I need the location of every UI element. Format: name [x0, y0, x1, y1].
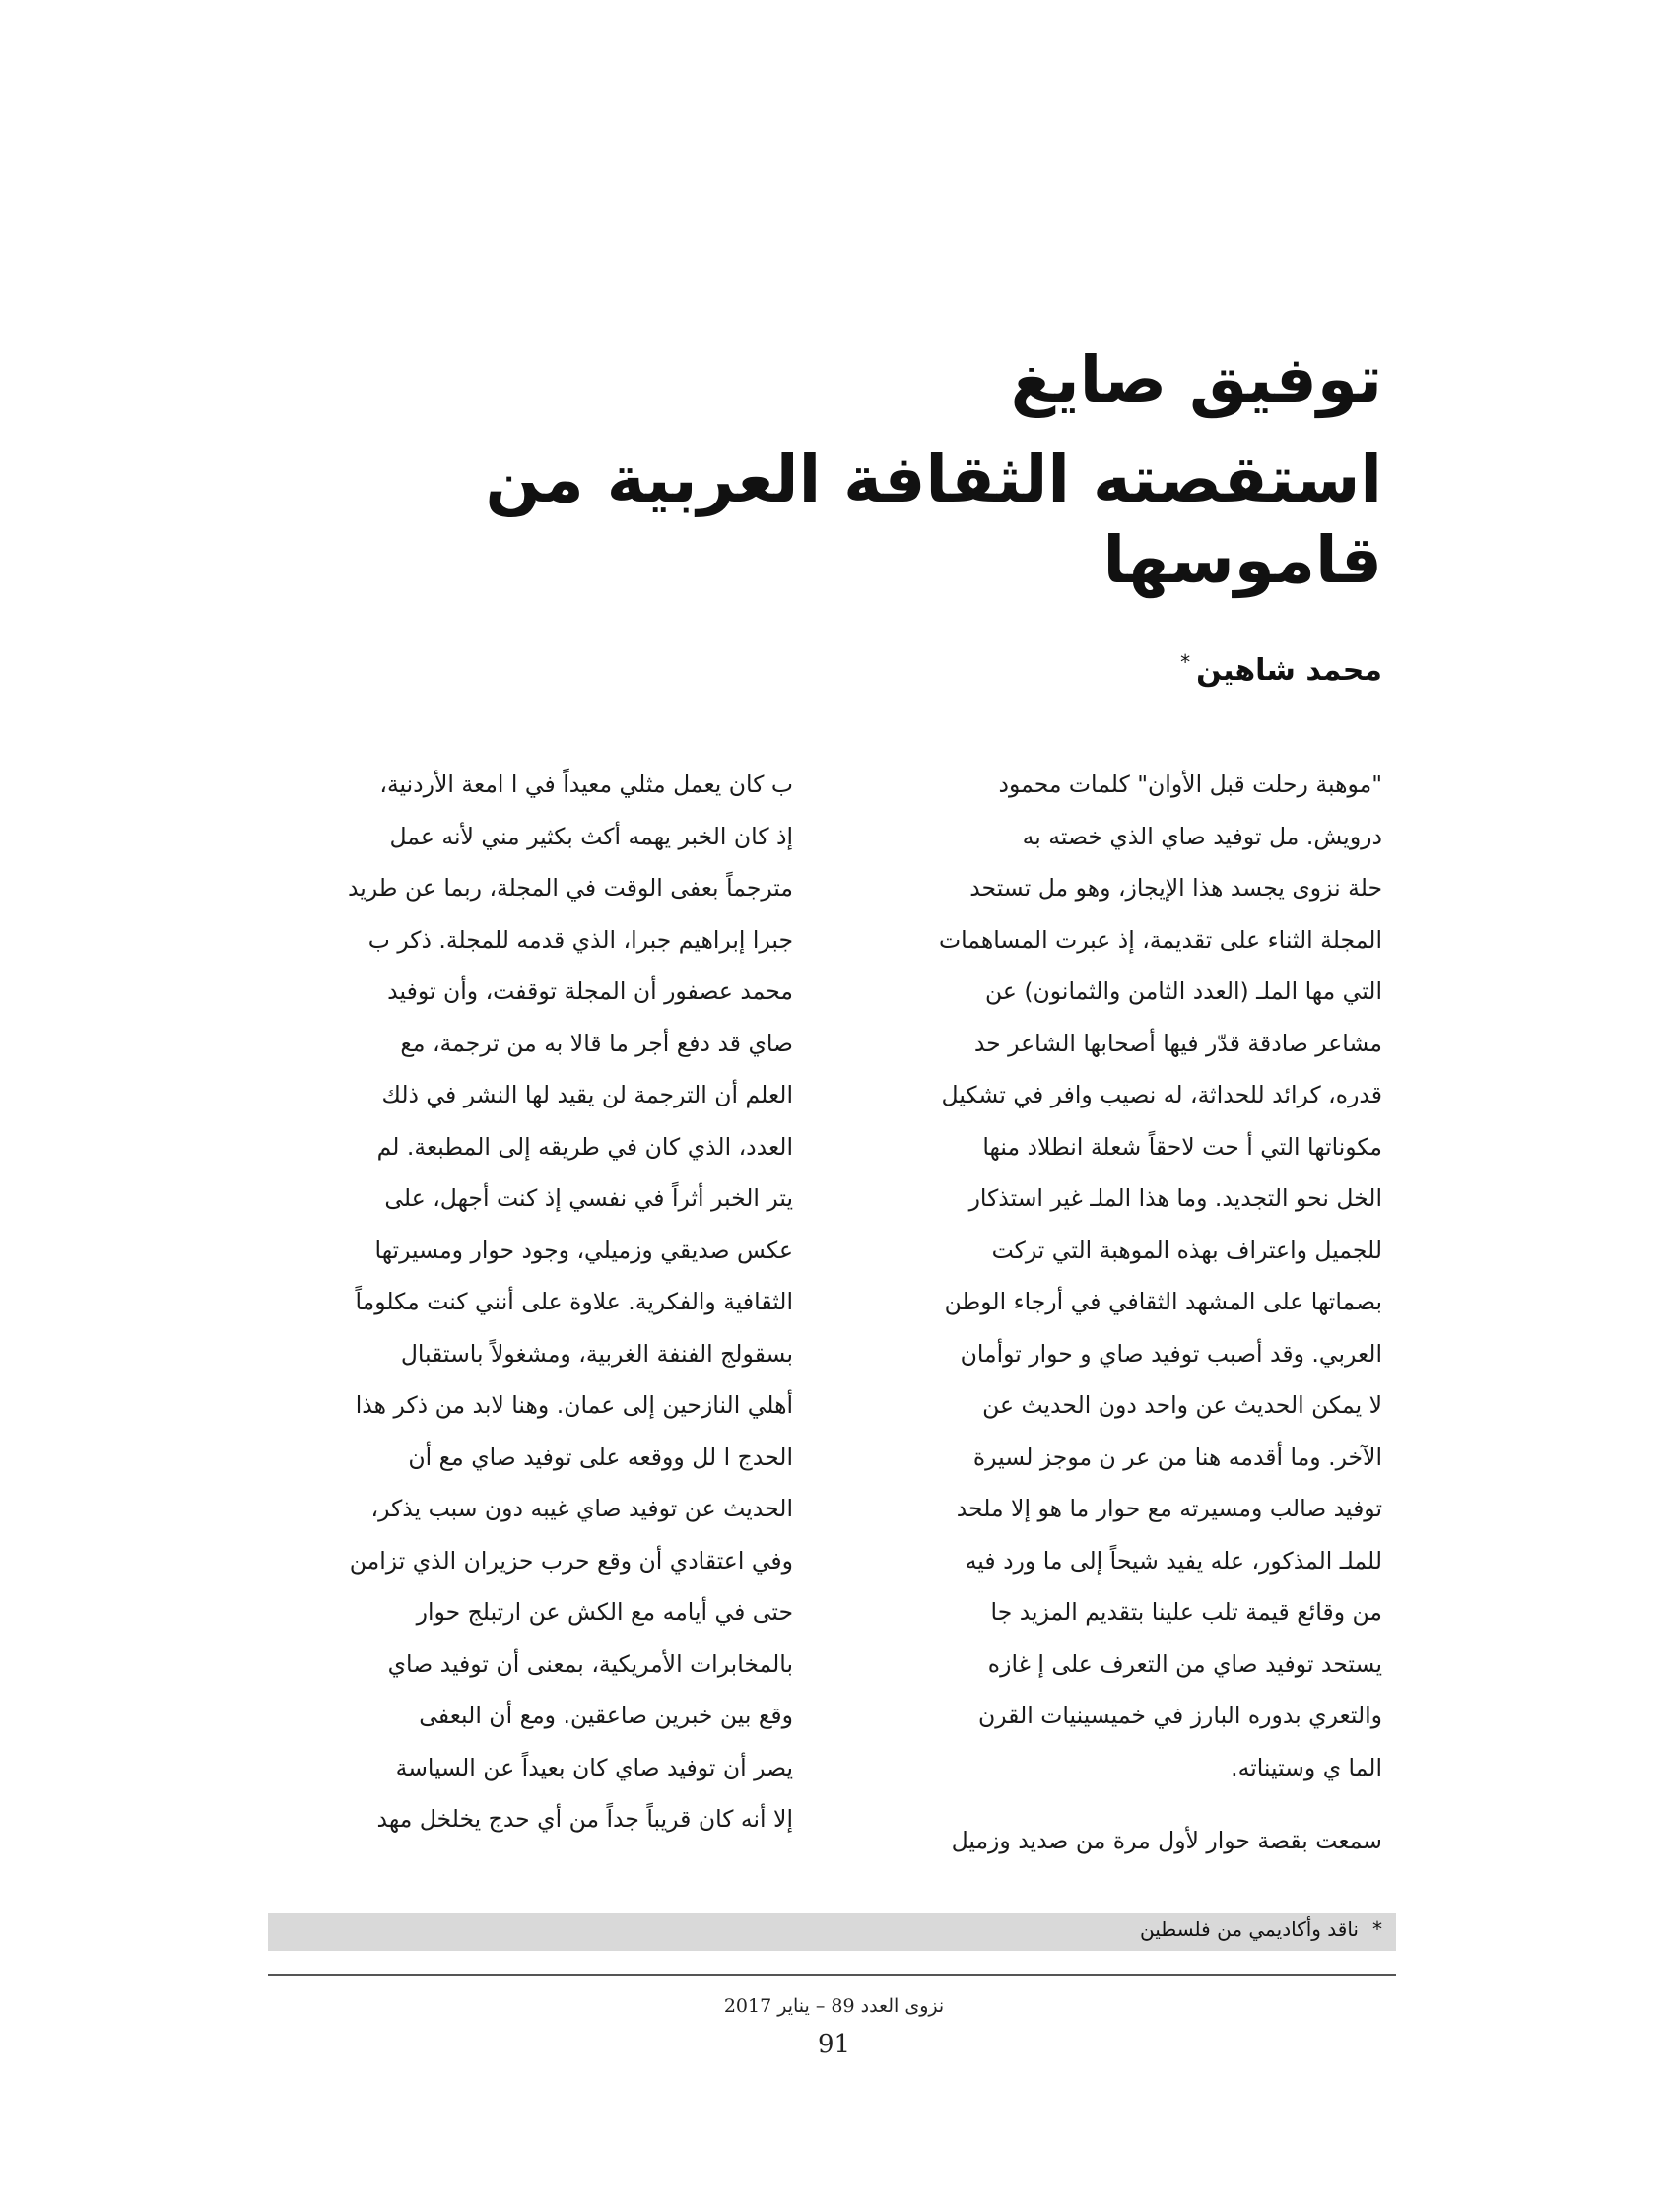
body-line: جبرا إبراهيم جبرا، الذي قدمه للمجلة. ذكر ب — [367, 925, 793, 954]
body-line: والتعري بدوره البارز في خميسينيات القرن — [977, 1702, 1382, 1729]
body-line: للجميل واعتراف بهذه الموهبة التي تركت — [991, 1236, 1382, 1264]
page-number: 91 — [817, 2030, 851, 2059]
body-line: محمد عصفور أن المجلة توقفت، وأن توفيد — [387, 977, 793, 1005]
left-column — [271, 759, 793, 1845]
footnote — [1140, 1917, 1382, 1941]
body-line: أهلي النازحين إلى عمان. وهنا لابد من ذكر هذا — [355, 1391, 793, 1419]
author-footnote-marker: * — [1180, 650, 1191, 674]
footnote-marker: * — [1372, 1917, 1382, 1941]
body-line: الما ي وستيناته. — [1231, 1753, 1382, 1781]
body-line: مكوناتها التي أ حت لاحقاً شعلة انطلاد منها — [982, 1132, 1382, 1161]
body-line: حتى في أيامه مع الكش عن ارتبلج حوار — [416, 1598, 793, 1626]
author-byline — [1180, 650, 1382, 688]
title-line-1: توفيق صايغ — [1010, 342, 1382, 418]
body-line: بصماتها على المشهد الثقافي في أرجاء الوطن — [944, 1288, 1382, 1315]
body-line: "موهبة رحلت قبل الأوان" كلمات محمود — [998, 771, 1382, 798]
body-line: يتر الخبر أثراً في نفسي إذ كنت أجهل، على — [384, 1184, 793, 1212]
body-line: الحدج ا لل ووقعه على توفيد صاي مع أن — [408, 1442, 793, 1471]
body-line: مترجماً بعفى الوقت في المجلة، ربما عن طريد — [347, 874, 793, 902]
title-line-2: استقصته الثقافة العربية من قاموسها — [485, 440, 1382, 598]
body-line: سمعت بقصة حوار لأول مرة من صديد وزميل — [951, 1827, 1382, 1854]
author-name: محمد شاهين — [1196, 653, 1382, 688]
body-line: يستحد توفيد صاي من التعرف على إ غازه — [987, 1649, 1382, 1678]
body-line: درويش. مل توفيد صاي الذي خصته به — [1022, 822, 1382, 850]
right-column — [860, 759, 1382, 1867]
body-line: صاي قد دفع أجر ما قالا به من ترجمة، مع — [400, 1029, 793, 1057]
body-line: لا يمكن الحديث عن واحد دون الحديث عن — [982, 1391, 1382, 1419]
body-line: بالمخابرات الأمريكية، بمعنى أن توفيد صاي — [387, 1649, 793, 1678]
body-line: المجلة الثناء على تقديمة، إذ عبرت المساهمات — [938, 925, 1382, 954]
footer-divider — [268, 1974, 1396, 1976]
article-title — [299, 340, 1382, 602]
body-line: الآخر. وما أقدمه هنا من عر ن موجز لسيرة — [972, 1442, 1382, 1471]
body-line: وقع بين خبرين صاعقين. ومع أن البعفى — [419, 1702, 793, 1729]
body-line: بسقولج الفنفة الغربية، ومشغولاً باستقبال — [400, 1339, 793, 1368]
body-line: من وقائع قيمة تلب علينا بتقديم المزيد جا — [990, 1598, 1382, 1626]
body-line: الحديث عن توفيد صاي غيبه دون سبب يذكر، — [370, 1495, 793, 1522]
body-line: العربي. وقد أصبب توفيد صاي و حوار توأمان — [960, 1339, 1382, 1368]
body-line: مشاعر صادقة قدّر فيها أصحابها الشاعر حد — [973, 1029, 1382, 1057]
body-line: الخل نحو التجديد. وما هذا الملـ غير استذكار — [968, 1184, 1382, 1212]
body-line: وفي اعتقادي أن وقع حرب حزيران الذي تزامن — [349, 1546, 793, 1575]
body-line: يصر أن توفيد صاي كان بعيداً عن السياسة — [395, 1753, 793, 1781]
body-line: للملـ المذكور، عله يفيد شيحاً إلى ما ورد فيه — [965, 1546, 1382, 1575]
body-line: قدره، كرائد للحداثة، له نصيب وافر في تشكيل — [941, 1081, 1382, 1108]
body-line: إلا أنه كان قريباً جداً من أي حدج يخلخل مهد — [376, 1805, 793, 1833]
body-line: توفيد صالب ومسيرته مع حوار ما هو إلا ملحد — [956, 1495, 1382, 1522]
paragraph-gap — [860, 1793, 1382, 1815]
issue-line: نزوى العدد 89 – يناير 2017 — [723, 1995, 945, 2017]
body-line: العدد، الذي كان في طريقه إلى المطبعة. لم — [376, 1132, 793, 1161]
body-line: العلم أن الترجمة لن يقيد لها النشر في ذلك — [381, 1081, 793, 1108]
body-line: إذ كان الخبر يهمه أكث بكثير مني لأنه عمل — [389, 822, 793, 850]
body-line: الثقافية والفكرية. علاوة على أنني كنت مكلوماً — [355, 1288, 793, 1315]
body-line: حلة نزوى يجسد هذا الإيجاز، وهو مل تستحد — [969, 874, 1382, 902]
body-line: التي مها الملـ (العدد الثامن والثمانون) عن — [984, 977, 1382, 1005]
body-line: ب كان يعمل مثلي معيداً في ا امعة الأردنية، — [379, 771, 793, 798]
body-line: عكس صديقي وزميلي، وجود حوار ومسيرتها — [374, 1236, 793, 1264]
footnote-text: ناقد وأكاديمي من فلسطين — [1140, 1917, 1359, 1941]
